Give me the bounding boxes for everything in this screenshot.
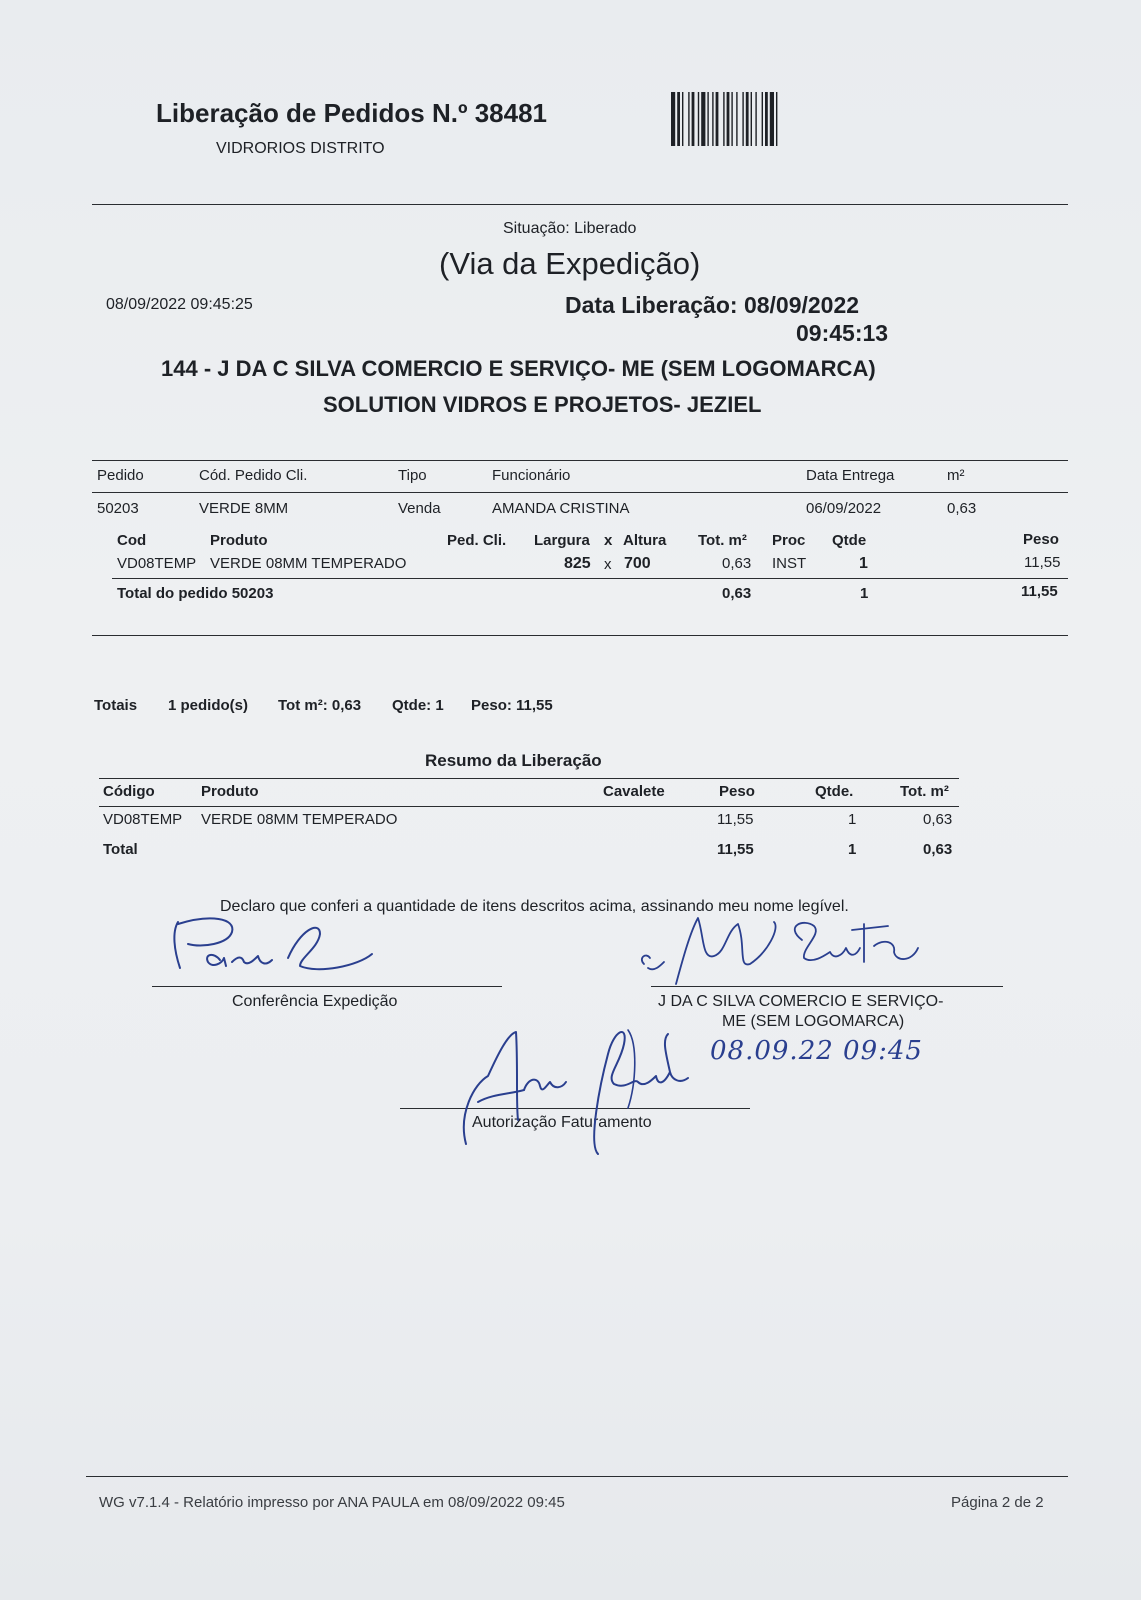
print-timestamp: 08/09/2022 09:45:25 — [106, 296, 253, 313]
item-cod: VD08TEMP — [117, 555, 197, 572]
resumo-total-tot-m2: 0,63 — [923, 841, 953, 858]
divider — [92, 492, 1068, 493]
resumo-title: Resumo da Liberação — [425, 751, 602, 770]
via-title: (Via da Expedição) — [439, 246, 701, 281]
col-header-cod-pedido-cli: Cód. Pedido Cli. — [199, 467, 308, 484]
client-name: 144 - J DA C SILVA COMERCIO E SERVIÇO- ME (SEM LOGOMARCA) — [161, 356, 876, 381]
footer-printed-by: WG v7.1.4 - Relatório impresso por ANA PAULA em 08/09/2022 09:45 — [99, 1494, 565, 1511]
item-tot-m2: 0,63 — [722, 555, 752, 572]
resumo-row-codigo: VD08TEMP — [103, 811, 183, 828]
col-header-produto: Produto — [210, 532, 268, 549]
item-peso: 11,55 — [1024, 554, 1061, 571]
resumo-row-peso: 11,55 — [717, 811, 754, 828]
col-header-peso: Peso — [1023, 531, 1059, 548]
col-header-funcionario: Funcionário — [492, 467, 571, 484]
resumo-total-peso: 11,55 — [717, 841, 754, 858]
order-cod-pedido-cli: VERDE 8MM — [199, 500, 289, 517]
page-title: Liberação de Pedidos N.º 38481 — [156, 98, 547, 128]
resumo-col-codigo: Código — [103, 783, 155, 800]
handwritten-signature-autorizacao — [458, 1024, 698, 1164]
signature-label-client-line1: J DA C SILVA COMERCIO E SERVIÇO- — [658, 993, 944, 1010]
company-name: VIDRORIOS DISTRITO — [216, 140, 385, 157]
resumo-col-qtde: Qtde. — [815, 783, 854, 800]
order-m2: 0,63 — [947, 500, 977, 517]
signature-label-conferencia: Conferência Expedição — [232, 993, 398, 1010]
order-data-entrega: 06/09/2022 — [806, 500, 882, 517]
item-produto: VERDE 08MM TEMPERADO — [210, 555, 407, 572]
signature-label-client-line2: ME (SEM LOGOMARCA) — [722, 1013, 905, 1030]
divider — [112, 578, 1068, 579]
col-header-tot-m2: Tot. m² — [698, 532, 747, 549]
resumo-col-peso: Peso — [719, 783, 755, 800]
totals-qtde: Qtde: 1 — [392, 697, 444, 714]
order-total-m2: 0,63 — [722, 585, 752, 602]
handwritten-signature-conferencia — [150, 910, 390, 990]
order-pedido: 50203 — [97, 500, 139, 517]
barcode-icon — [671, 92, 843, 146]
divider — [99, 778, 959, 779]
release-time: 09:45:13 — [796, 320, 889, 346]
divider — [99, 806, 959, 807]
client-alias: SOLUTION VIDROS E PROJETOS- JEZIEL — [323, 392, 762, 417]
col-header-cod: Cod — [117, 532, 147, 549]
order-funcionario: AMANDA CRISTINA — [492, 500, 630, 517]
col-header-largura: Largura — [534, 532, 590, 549]
resumo-row-tot-m2: 0,63 — [923, 811, 953, 828]
signature-label-autorizacao: Autorização Faturamento — [472, 1114, 652, 1131]
resumo-row-produto: VERDE 08MM TEMPERADO — [201, 811, 398, 828]
footer-divider — [86, 1476, 1068, 1477]
resumo-col-tot-m2: Tot. m² — [900, 783, 949, 800]
col-header-pedido: Pedido — [97, 467, 144, 484]
order-total-peso: 11,55 — [1021, 583, 1058, 600]
resumo-total-label: Total — [103, 841, 138, 858]
status-label: Situação: Liberado — [503, 220, 637, 237]
totals-tot-m2: Tot m²: 0,63 — [278, 697, 362, 714]
release-date: Data Liberação: 08/09/2022 — [565, 292, 860, 318]
totals-pedidos: 1 pedido(s) — [168, 697, 249, 714]
item-proc: INST — [772, 555, 807, 572]
order-total-label: Total do pedido 50203 — [117, 585, 274, 602]
handwritten-date: 08.09.22 09:45 — [710, 1036, 923, 1066]
col-header-altura: Altura — [623, 532, 667, 549]
totals-label: Totais — [94, 697, 138, 714]
handwritten-signature-client — [634, 912, 934, 992]
item-x: x — [604, 556, 612, 573]
divider — [92, 460, 1068, 461]
footer-page-number: Página 2 de 2 — [951, 1494, 1044, 1511]
divider — [92, 204, 1068, 205]
col-header-x: x — [604, 532, 613, 549]
col-header-m2: m² — [947, 467, 965, 484]
col-header-proc: Proc — [772, 532, 806, 549]
col-header-tipo: Tipo — [398, 467, 427, 484]
order-tipo: Venda — [398, 500, 441, 517]
col-header-data-entrega: Data Entrega — [806, 467, 895, 484]
totals-peso: Peso: 11,55 — [471, 697, 553, 714]
resumo-total-qtde: 1 — [848, 841, 857, 858]
resumo-col-cavalete: Cavalete — [603, 783, 665, 800]
divider — [92, 635, 1068, 636]
item-qtde: 1 — [859, 555, 868, 572]
resumo-row-qtde: 1 — [848, 811, 857, 828]
declaration-text: Declaro que conferi a quantidade de itens descritos acima, assinando meu nome legível. — [220, 898, 849, 915]
order-total-qtde: 1 — [860, 585, 869, 602]
item-largura: 825 — [564, 555, 591, 572]
resumo-col-produto: Produto — [201, 783, 259, 800]
col-header-qtde: Qtde — [832, 532, 867, 549]
item-altura: 700 — [624, 555, 651, 572]
col-header-ped-cli: Ped. Cli. — [447, 532, 507, 549]
